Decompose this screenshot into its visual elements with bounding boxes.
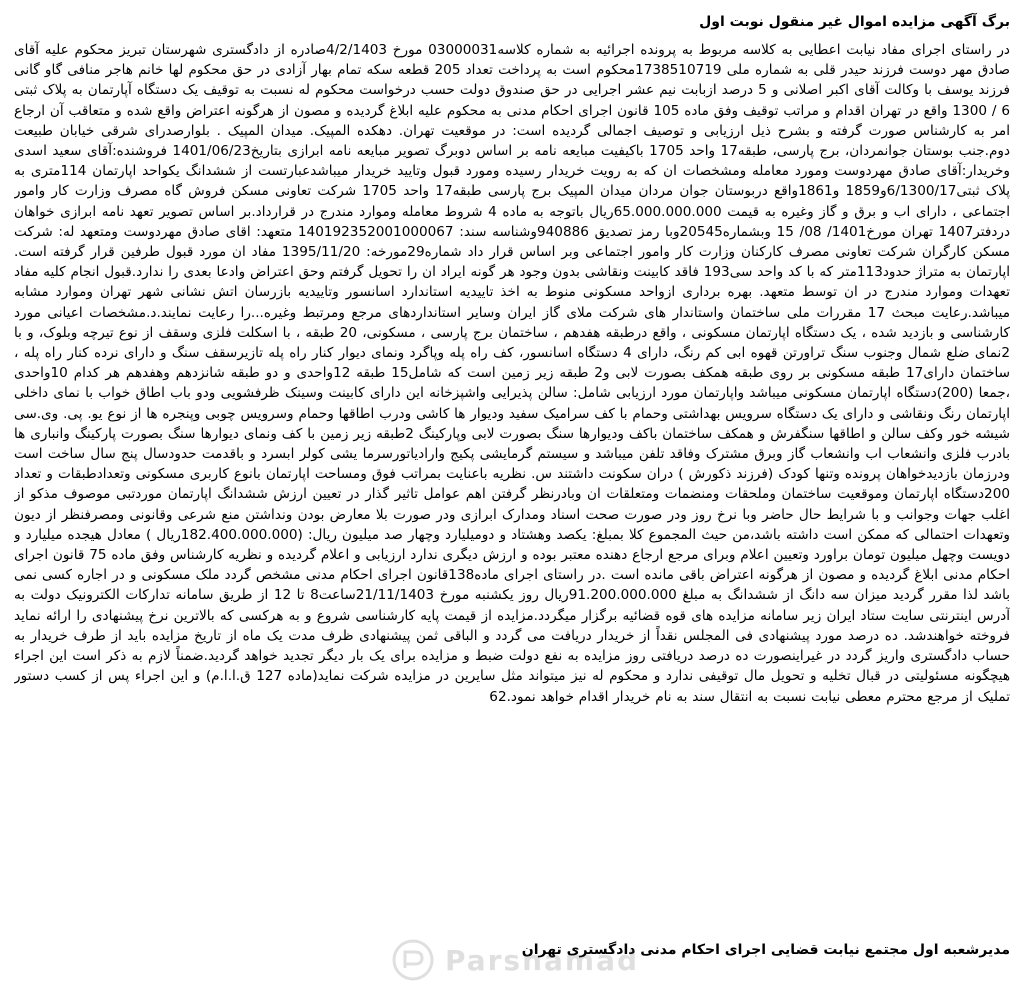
notice-signature: مدیرشعبه اول مجتمع نیابت قضایی اجرای احکام مدنی دادگستری تهران <box>521 942 1010 958</box>
notice-title: برگ آگهی مزایده اموال غیر منقول نوبت اول <box>699 14 1010 30</box>
watermark-text: Parsnamad <box>444 943 640 977</box>
notice-body: در راستای اجرای مفاد نیابت اعطایی به کلاسه مربوط به پرونده اجرائیه به شماره کلاسه03000031 مورخ 4/2/1403صادره از دادگستری شهرستان تبریز محکوم علیه آقای صادق مهر دوست فرزند حیدر قلی به شماره ملی 1738510719محکوم است به پرداخت تعداد 205 قطعه سکه تمام بهار آزادی در حق محکوم لها خانم هاجر منافی گاو گانی فرزند یوسف با وکالت آقای اکبر اصلانی و 5 درصد ازبابت نیم عشر اجرایی در حق صندوق دولت حسب درخواست محکوم له نسبت به توقیف یک دستگاه آپارتمان به پلاک ثبتی 6 / 1300 واقع در تهران اقدام و مراتب توقیف وفق ماده 105 قانون اجرای احکام مدنی به محکوم علیه ابلاغ گردیده و مصون از هرگونه اعتراض واقع شده و متعاقب آن ارجاع امر به کارشناس صورت گرفته و بشرح ذیل ارزیابی و توصیف اجمالی گردیده است: در موقعیت تهران. دهکده المپیک. میدان المپیک . بلوارصدرای شرقی خیابان طبیعت دوم.جنب بوستان جوانمردان، برج پارسی، طبقه17 واحد 1705 باکیفیت مبایعه نامه بر اساس دوبرگ تصویر مبایعه نامه ابرازی بتاریخ1401/06/23 فروشنده:آقای سعید اسدی وخریدار:آقای صادق مهردوست ومورد معامله ومشخصات ان که به رویت خریدار رسیده ومورد قبول وتایید خریدار میباشدعبارتست از ششدانگ یکواحد اپارتمان 114متری به پلاک ثبتی6/1300/17و1859 و1861واقع دربوستان جوان مردان میدان المپیک برج پارسی طبقه17 واحد 1705 شرکت تعاونی مسکن فروش گاه مصرف وزارت کار وامور اجتماعی ، دارای اب و برق و گاز وغیره به قیمت 65.000.000.000ریال باتوجه به ماده 4 شروط معامله وموارد مندرج در قرارداد.بر اساس تصویر تعهد نامه ابرازی خواهان دردفتر1407 تهران مورخ1401/ 08/ 15 وبشماره20545وبا رمز تصدیق 940886وشناسه سند: 140192352001000067 متعهد: اقای صادق مهردوست ومتعهد له: شرکت مسکن کارگران شرکت تعاونی مصرف کارکنان وزارت کار وامور اجتماعی وبر اساس قرار داد شماره29مورخه: 1395/11/20 مفاد ان مورد قبول طرفین قرار گرفته است. اپارتمان به متراژ حدود113متر که با کد واحد سی193 فاقد کابینت ونقاشی بدون وجود هر گونه ایراد ان را تحویل گرفتم وحق اعتراض وادعا بعدی را ندارد.قبول انجام کلیه مفاد تعهدات وموارد مندرج در ان توسط متعهد. بهره برداری ازواحد مسکونی منوط به اخذ تاییدیه استاندارد اسانسور وتاییدیه بازرسان اتش نشانی شهر تهران وموارد مشابه میباشد.رعایت مبحث 17 مقررات ملی ساختمان واستاندار های شرکت ملای گاز ایران وسایر استانداردهای مرجع ومرتبط وغیره...را رعایت نمایند.د.مشخصات اعیانی مورد کارشناسی و بازدید شده ، یک دستگاه اپارتمان مسکونی ، واقع درطبقه هفدهم ، ساختمان برج پارسی ، مسکونی، 20 طبقه ، با اسکلت فلزی وسقف از نوع تیرچه وبلوک، و با 2نمای ضلع شمال وجنوب سنگ تراورتن قهوه ابی کم رنگ، دارای 4 دستگاه اسانسور، کف راه پله وپاگرد ونمای دیوار کنار راه پله تازیرسقف سنگ و دارای نرده کنار راه پله ، ساختمان دارای17 طبقه مسکونی بر روی طبقه همکف بصورت لابی و2 طبقه زیر زمین است که شامل15 طبقه 12واحدی و دو طبقه شانزدهم وهفدهم هر کدام 10واحدی ،جمعا (200)دستگاه اپارتمان مسکونی میباشد واپارتمان مورد ارزیابی شامل: سالن پذیرایی واشپزخانه این دارای کابینت وسینک ظرفشویی ودو باب اطاق خواب با نمای داخلی اپارتمان رنگ ونقاشی و دارای یک دستگاه سرویس بهداشتی وحمام با کف سرامیک سفید ودیوار ها کاشی ودرب اطاقها وحمام وسرویس چوبی وپنجره ها از نوع یو. پی. وی.سی شیشه خور وکف سالن و اطاقها سنگفرش و همکف ساختمان باکف ودیوارها سنگ بصورت لابی وپارکینگ 2طبقه زیر زمین با کف ونمای دیوارها سنگ بصورت پارکینگ وانباری ها بادرب فلزی وانشعاب اب وانشعاب گاز وبرق مشترک وفاقد تلفن میباشد و سیستم گرمایشی پکیج وارادیاتورسرما یشی کولر ابسرد و باقدمت حدودسال پنج سال ساخت است ودرزمان بازدیدخواهان پرونده وتنها کودک (فرزند ذکورش ) دران سکونت داشتند س. نظریه باعنایت بمراتب فوق ومساحت اپارتمان بانوع کاربری مسکونی وتعدادطبقات و تعداد 200دستگاه اپارتمان وموقعیت ساختمان وملحقات ومنضمات ومتعلقات ان وبادرنظر گرفتن اهم عوامل تاثیر گذار در تعیین ارزش ششدانگ اپارتمان موردتبی موصوف مذکو از اغلب جهات وجوانب و با شرایط حال حاضر وبا نرخ روز ودر صورت صحت اسناد ومدارک ابرازی ودر صورت بلا معارض بودن ونداشتن منع شرعی وقانونی ومصرفنظر از دیون وتعهدات احتمالی که ممکن است داشته باشد،من حیث المجموع کلا بمبلغ: یکصد وهشتاد و دومیلیارد وچهار صد میلیون ریال: (182.400.000.000ریال ) معادل هیجده میلیارد و دویست وچهل میلیون تومان براورد وتعیین اعلام وبرای مرجع ارجاع دهنده معتبر بوده و ارزش دیگری ندارد ارزیابی و اعلام گردیده و نظریه کارشناس وفق ماده 75 قانون اجرای احکام مدنی ابلاغ گردیده و مصون از هرگونه اعتراض باقی مانده است .در راستای اجرای ماده138قانون اجرای احکام مدنی مشخص گردد ملک مسکونی و در اجاره کسی نمی باشد لذا مقرر گردید میزان سه دانگ از ششدانگ به مبلغ 91.200.000.000ریال روز یکشنبه مورخ 21/11/1403ساعت8 تا 12 از طریق سامانه تدارکات الکترونیک دولت به آدرس اینترنتی سایت ستاد ایران زیر سامانه مزایده های قوه قضائیه برگزار میگردد.مزایده از قیمت پایه کارشناسی شروع و به هرکسی که بالاترین نرخ پیشنهادی را ارائه نماید فروخته خواهندشد. ده درصد مورد پیشنهادی فی المجلس نقداً از خریدار دریافت می گردد و الباقی ثمن پیشنهادی ظرف مدت یک ماه از تاریخ مزایده باید از طرف خریدار به حساب دادگستری واریز گردد در غیراینصورت ده درصد دریافتی روز مزایده به نفع دولت ضبط و مزایده برای یک بار دیگر تجدید خواهد گردید.ضمناً لازم به ذکر است این اجراء هیچگونه مسئولیتی در قبال تخلیه و تحویل مال توقیفی ندارد و محکوم له نیز میتواند مثل سایرین در مزایده شرکت نماید(ماده 127 ق.ا.ا.م) و این اجراء پس از کسب دستور تملیک از مرجع محترم معطی نیابت نسبت به انتقال سند به نام خریدار اقدام خواهد نمود.62 <box>14 42 1010 705</box>
